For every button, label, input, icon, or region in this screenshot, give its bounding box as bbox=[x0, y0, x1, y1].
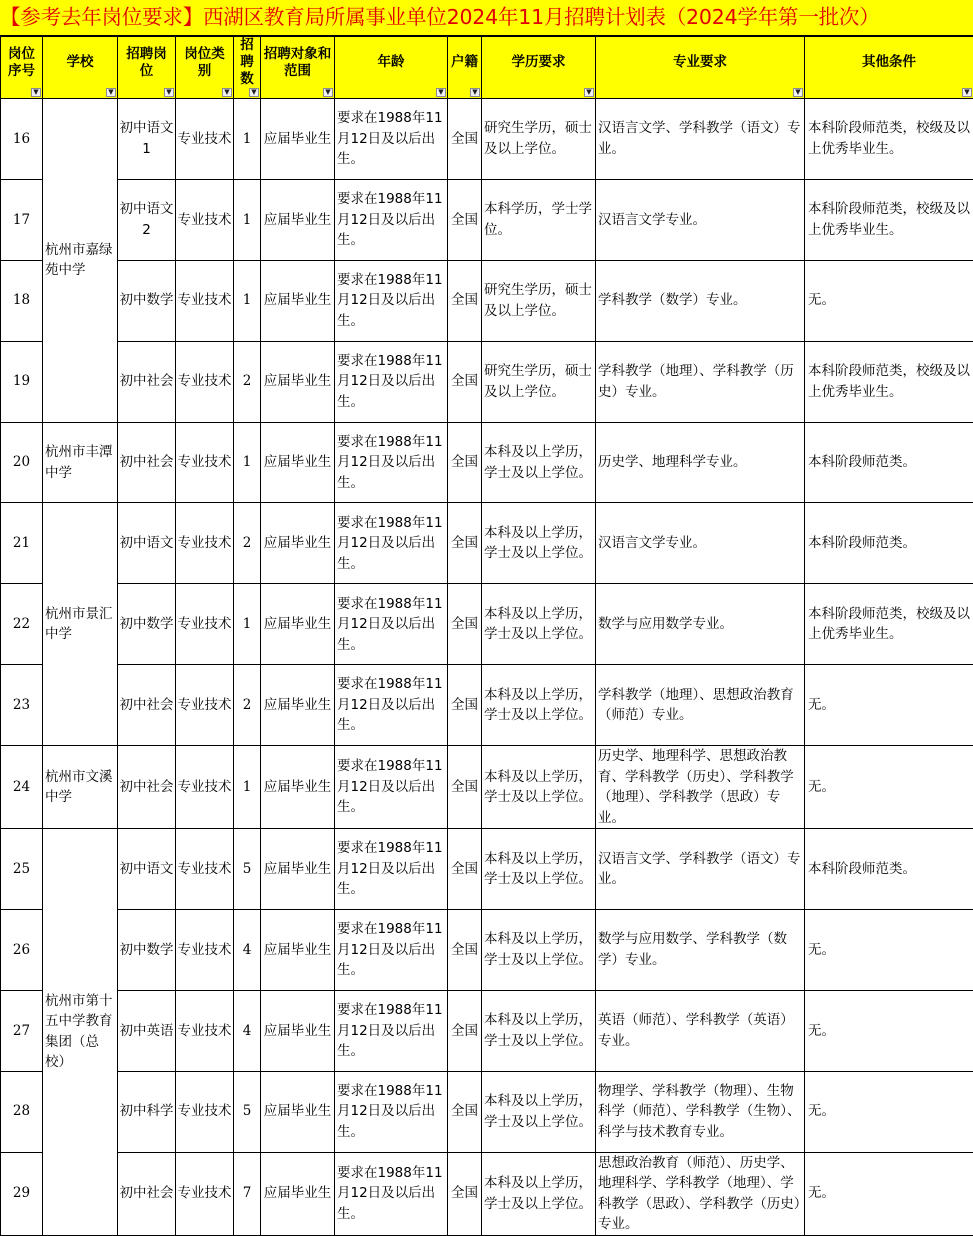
hukou-cell: 全国 bbox=[448, 341, 482, 422]
other-cell: 无。 bbox=[805, 746, 973, 829]
education-cell: 本科及以上学历，学士及以上学位。 bbox=[482, 910, 596, 991]
other-cell: 无。 bbox=[805, 1071, 973, 1152]
target-cell: 应届毕业生 bbox=[261, 990, 335, 1071]
header-age: 年龄 ▼ bbox=[335, 37, 448, 99]
post-no-cell: 20 bbox=[1, 422, 43, 503]
header-other: 其他条件 ▼ bbox=[805, 37, 973, 99]
age-cell: 要求在1988年11月12日及以后出生。 bbox=[335, 503, 448, 584]
major-cell: 英语（师范）、学科教学（英语）专业。 bbox=[596, 990, 805, 1071]
major-cell: 汉语言文学专业。 bbox=[596, 179, 805, 260]
hukou-cell: 全国 bbox=[448, 746, 482, 829]
count-cell: 2 bbox=[234, 665, 261, 746]
target-cell: 应届毕业生 bbox=[261, 341, 335, 422]
post-no-cell: 23 bbox=[1, 665, 43, 746]
post-no-cell: 27 bbox=[1, 990, 43, 1071]
major-cell: 历史学、地理科学专业。 bbox=[596, 422, 805, 503]
other-cell: 本科阶段师范类，校级及以上优秀毕业生。 bbox=[805, 99, 973, 180]
header-target: 招聘对象和范围 ▼ bbox=[261, 37, 335, 99]
category-cell: 专业技术 bbox=[176, 910, 234, 991]
post-no-cell: 17 bbox=[1, 179, 43, 260]
hukou-cell: 全国 bbox=[448, 829, 482, 910]
age-cell: 要求在1988年11月12日及以后出生。 bbox=[335, 99, 448, 180]
post-cell: 初中数学 bbox=[118, 584, 176, 665]
age-cell: 要求在1988年11月12日及以后出生。 bbox=[335, 422, 448, 503]
age-cell: 要求在1988年11月12日及以后出生。 bbox=[335, 910, 448, 991]
post-no-cell: 19 bbox=[1, 341, 43, 422]
post-cell: 初中语文 bbox=[118, 829, 176, 910]
major-cell: 汉语言文学专业。 bbox=[596, 503, 805, 584]
target-cell: 应届毕业生 bbox=[261, 665, 335, 746]
school-cell: 杭州市第十五中学教育集团（总校） bbox=[43, 829, 118, 1236]
count-cell: 2 bbox=[234, 503, 261, 584]
table-row bbox=[1, 584, 973, 665]
post-no-cell: 21 bbox=[1, 503, 43, 584]
hukou-cell: 全国 bbox=[448, 99, 482, 180]
hukou-cell: 全国 bbox=[448, 1152, 482, 1235]
major-cell: 学科教学（数学）专业。 bbox=[596, 260, 805, 341]
count-cell: 1 bbox=[234, 99, 261, 180]
page-title: 【参考去年岗位要求】西湖区教育局所属事业单位2024年11月招聘计划表（2024学年第一批次） bbox=[0, 0, 973, 36]
post-cell: 初中社会 bbox=[118, 341, 176, 422]
age-cell: 要求在1988年11月12日及以后出生。 bbox=[335, 1071, 448, 1152]
category-cell: 专业技术 bbox=[176, 1152, 234, 1235]
recruitment-table bbox=[0, 36, 973, 1236]
table-row bbox=[1, 260, 973, 341]
other-cell: 无。 bbox=[805, 260, 973, 341]
age-cell: 要求在1988年11月12日及以后出生。 bbox=[335, 990, 448, 1071]
education-cell: 本科及以上学历，学士及以上学位。 bbox=[482, 422, 596, 503]
age-cell: 要求在1988年11月12日及以后出生。 bbox=[335, 829, 448, 910]
category-cell: 专业技术 bbox=[176, 1071, 234, 1152]
post-cell: 初中社会 bbox=[118, 1152, 176, 1235]
table-row bbox=[1, 179, 973, 260]
education-cell: 本科及以上学历，学士及以上学位。 bbox=[482, 1071, 596, 1152]
post-no-cell: 29 bbox=[1, 1152, 43, 1235]
education-cell: 本科及以上学历，学士及以上学位。 bbox=[482, 990, 596, 1071]
count-cell: 1 bbox=[234, 584, 261, 665]
header-hukou: 户籍 ▼ bbox=[448, 37, 482, 99]
header-major: 专业要求 ▼ bbox=[596, 37, 805, 99]
other-cell: 无。 bbox=[805, 1152, 973, 1235]
table-row bbox=[1, 746, 973, 829]
education-cell: 本科及以上学历，学士及以上学位。 bbox=[482, 665, 596, 746]
other-cell: 无。 bbox=[805, 665, 973, 746]
post-no-cell: 26 bbox=[1, 910, 43, 991]
category-cell: 专业技术 bbox=[176, 99, 234, 180]
target-cell: 应届毕业生 bbox=[261, 584, 335, 665]
hukou-cell: 全国 bbox=[448, 910, 482, 991]
header-post: 招聘岗位 ▼ bbox=[118, 37, 176, 99]
category-cell: 专业技术 bbox=[176, 341, 234, 422]
category-cell: 专业技术 bbox=[176, 422, 234, 503]
dropdown-arrow-icon[interactable]: ▼ bbox=[436, 88, 446, 97]
target-cell: 应届毕业生 bbox=[261, 910, 335, 991]
post-cell: 初中数学 bbox=[118, 260, 176, 341]
table-row bbox=[1, 1071, 973, 1152]
dropdown-arrow-icon[interactable]: ▼ bbox=[962, 88, 972, 97]
post-no-cell: 24 bbox=[1, 746, 43, 829]
hukou-cell: 全国 bbox=[448, 665, 482, 746]
age-cell: 要求在1988年11月12日及以后出生。 bbox=[335, 179, 448, 260]
other-cell: 本科阶段师范类，校级及以上优秀毕业生。 bbox=[805, 341, 973, 422]
post-no-cell: 18 bbox=[1, 260, 43, 341]
category-cell: 专业技术 bbox=[176, 179, 234, 260]
age-cell: 要求在1988年11月12日及以后出生。 bbox=[335, 746, 448, 829]
count-cell: 5 bbox=[234, 829, 261, 910]
hukou-cell: 全国 bbox=[448, 990, 482, 1071]
other-cell: 本科阶段师范类，校级及以上优秀毕业生。 bbox=[805, 179, 973, 260]
hukou-cell: 全国 bbox=[448, 503, 482, 584]
education-cell: 本科及以上学历，学士及以上学位。 bbox=[482, 1152, 596, 1235]
category-cell: 专业技术 bbox=[176, 260, 234, 341]
major-cell: 思想政治教育（师范）、历史学、地理科学、学科教学（地理）、学科教学（思政）、学科教学（历史）专业。 bbox=[596, 1152, 805, 1235]
table-row bbox=[1, 341, 973, 422]
post-cell: 初中社会 bbox=[118, 422, 176, 503]
education-cell: 本科学历，学士学位。 bbox=[482, 179, 596, 260]
major-cell: 数学与应用数学专业。 bbox=[596, 584, 805, 665]
target-cell: 应届毕业生 bbox=[261, 422, 335, 503]
target-cell: 应届毕业生 bbox=[261, 1152, 335, 1235]
age-cell: 要求在1988年11月12日及以后出生。 bbox=[335, 584, 448, 665]
header-post-no: 岗位序号 ▼ bbox=[1, 37, 43, 99]
count-cell: 1 bbox=[234, 260, 261, 341]
header-count: 招聘数 ▼ bbox=[234, 37, 261, 99]
dropdown-arrow-icon[interactable]: ▼ bbox=[106, 88, 116, 97]
education-cell: 本科及以上学历，学士及以上学位。 bbox=[482, 829, 596, 910]
category-cell: 专业技术 bbox=[176, 584, 234, 665]
major-cell: 历史学、地理科学、思想政治教育、学科教学（历史）、学科教学（地理）、学科教学（思政）专业。 bbox=[596, 746, 805, 829]
count-cell: 4 bbox=[234, 910, 261, 991]
post-no-cell: 28 bbox=[1, 1071, 43, 1152]
hukou-cell: 全国 bbox=[448, 584, 482, 665]
post-cell: 初中数学 bbox=[118, 910, 176, 991]
hukou-cell: 全国 bbox=[448, 179, 482, 260]
count-cell: 5 bbox=[234, 1071, 261, 1152]
post-no-cell: 25 bbox=[1, 829, 43, 910]
post-cell: 初中社会 bbox=[118, 746, 176, 829]
table-row bbox=[1, 910, 973, 991]
count-cell: 1 bbox=[234, 746, 261, 829]
school-cell: 杭州市丰潭中学 bbox=[43, 422, 118, 503]
post-cell: 初中科学 bbox=[118, 1071, 176, 1152]
major-cell: 物理学、学科教学（物理）、生物科学（师范）、学科教学（生物）、科学与技术教育专业。 bbox=[596, 1071, 805, 1152]
header-education: 学历要求 ▼ bbox=[482, 37, 596, 99]
count-cell: 2 bbox=[234, 341, 261, 422]
table-row bbox=[1, 1152, 973, 1235]
target-cell: 应届毕业生 bbox=[261, 746, 335, 829]
school-cell: 杭州市景汇中学 bbox=[43, 503, 118, 746]
school-cell: 杭州市嘉绿苑中学 bbox=[43, 99, 118, 423]
education-cell: 研究生学历，硕士及以上学位。 bbox=[482, 341, 596, 422]
post-cell: 初中英语 bbox=[118, 990, 176, 1071]
table-row bbox=[1, 99, 973, 180]
education-cell: 本科及以上学历，学士及以上学位。 bbox=[482, 503, 596, 584]
other-cell: 本科阶段师范类。 bbox=[805, 422, 973, 503]
target-cell: 应届毕业生 bbox=[261, 179, 335, 260]
dropdown-arrow-icon[interactable]: ▼ bbox=[323, 88, 333, 97]
age-cell: 要求在1988年11月12日及以后出生。 bbox=[335, 1152, 448, 1235]
post-cell: 初中语文2 bbox=[118, 179, 176, 260]
category-cell: 专业技术 bbox=[176, 746, 234, 829]
dropdown-arrow-icon[interactable]: ▼ bbox=[249, 88, 259, 97]
count-cell: 1 bbox=[234, 422, 261, 503]
education-cell: 研究生学历，硕士及以上学位。 bbox=[482, 99, 596, 180]
count-cell: 7 bbox=[234, 1152, 261, 1235]
other-cell: 无。 bbox=[805, 990, 973, 1071]
hukou-cell: 全国 bbox=[448, 1071, 482, 1152]
post-no-cell: 22 bbox=[1, 584, 43, 665]
major-cell: 数学与应用数学、学科教学（数学）专业。 bbox=[596, 910, 805, 991]
category-cell: 专业技术 bbox=[176, 503, 234, 584]
target-cell: 应届毕业生 bbox=[261, 829, 335, 910]
major-cell: 汉语言文学、学科教学（语文）专业。 bbox=[596, 829, 805, 910]
post-cell: 初中社会 bbox=[118, 665, 176, 746]
table-row bbox=[1, 665, 973, 746]
other-cell: 本科阶段师范类。 bbox=[805, 829, 973, 910]
age-cell: 要求在1988年11月12日及以后出生。 bbox=[335, 665, 448, 746]
post-cell: 初中语文 bbox=[118, 503, 176, 584]
major-cell: 汉语言文学、学科教学（语文）专业。 bbox=[596, 99, 805, 180]
post-no-cell: 16 bbox=[1, 99, 43, 180]
category-cell: 专业技术 bbox=[176, 990, 234, 1071]
dropdown-arrow-icon[interactable]: ▼ bbox=[222, 88, 232, 97]
post-cell: 初中语文1 bbox=[118, 99, 176, 180]
target-cell: 应届毕业生 bbox=[261, 260, 335, 341]
table-row bbox=[1, 503, 973, 584]
major-cell: 学科教学（地理）、思想政治教育（师范）专业。 bbox=[596, 665, 805, 746]
dropdown-arrow-icon[interactable]: ▼ bbox=[31, 88, 41, 97]
major-cell: 学科教学（地理）、学科教学（历史）专业。 bbox=[596, 341, 805, 422]
target-cell: 应届毕业生 bbox=[261, 1071, 335, 1152]
header-school: 学校 ▼ bbox=[43, 37, 118, 99]
education-cell: 本科及以上学历，学士及以上学位。 bbox=[482, 584, 596, 665]
table-row bbox=[1, 990, 973, 1071]
education-cell: 研究生学历，硕士及以上学位。 bbox=[482, 260, 596, 341]
header-category: 岗位类别 ▼ bbox=[176, 37, 234, 99]
table-row bbox=[1, 422, 973, 503]
age-cell: 要求在1988年11月12日及以后出生。 bbox=[335, 341, 448, 422]
count-cell: 1 bbox=[234, 179, 261, 260]
count-cell: 4 bbox=[234, 990, 261, 1071]
other-cell: 本科阶段师范类，校级及以上优秀毕业生。 bbox=[805, 584, 973, 665]
category-cell: 专业技术 bbox=[176, 829, 234, 910]
table-row bbox=[1, 829, 973, 910]
education-cell: 本科及以上学历，学士及以上学位。 bbox=[482, 746, 596, 829]
dropdown-arrow-icon[interactable]: ▼ bbox=[584, 88, 594, 97]
dropdown-arrow-icon[interactable]: ▼ bbox=[470, 88, 480, 97]
dropdown-arrow-icon[interactable]: ▼ bbox=[793, 88, 803, 97]
target-cell: 应届毕业生 bbox=[261, 503, 335, 584]
age-cell: 要求在1988年11月12日及以后出生。 bbox=[335, 260, 448, 341]
other-cell: 本科阶段师范类。 bbox=[805, 503, 973, 584]
other-cell: 无。 bbox=[805, 910, 973, 991]
header-row bbox=[1, 37, 973, 99]
target-cell: 应届毕业生 bbox=[261, 99, 335, 180]
category-cell: 专业技术 bbox=[176, 665, 234, 746]
hukou-cell: 全国 bbox=[448, 260, 482, 341]
hukou-cell: 全国 bbox=[448, 422, 482, 503]
dropdown-arrow-icon[interactable]: ▼ bbox=[164, 88, 174, 97]
school-cell: 杭州市文溪中学 bbox=[43, 746, 118, 829]
